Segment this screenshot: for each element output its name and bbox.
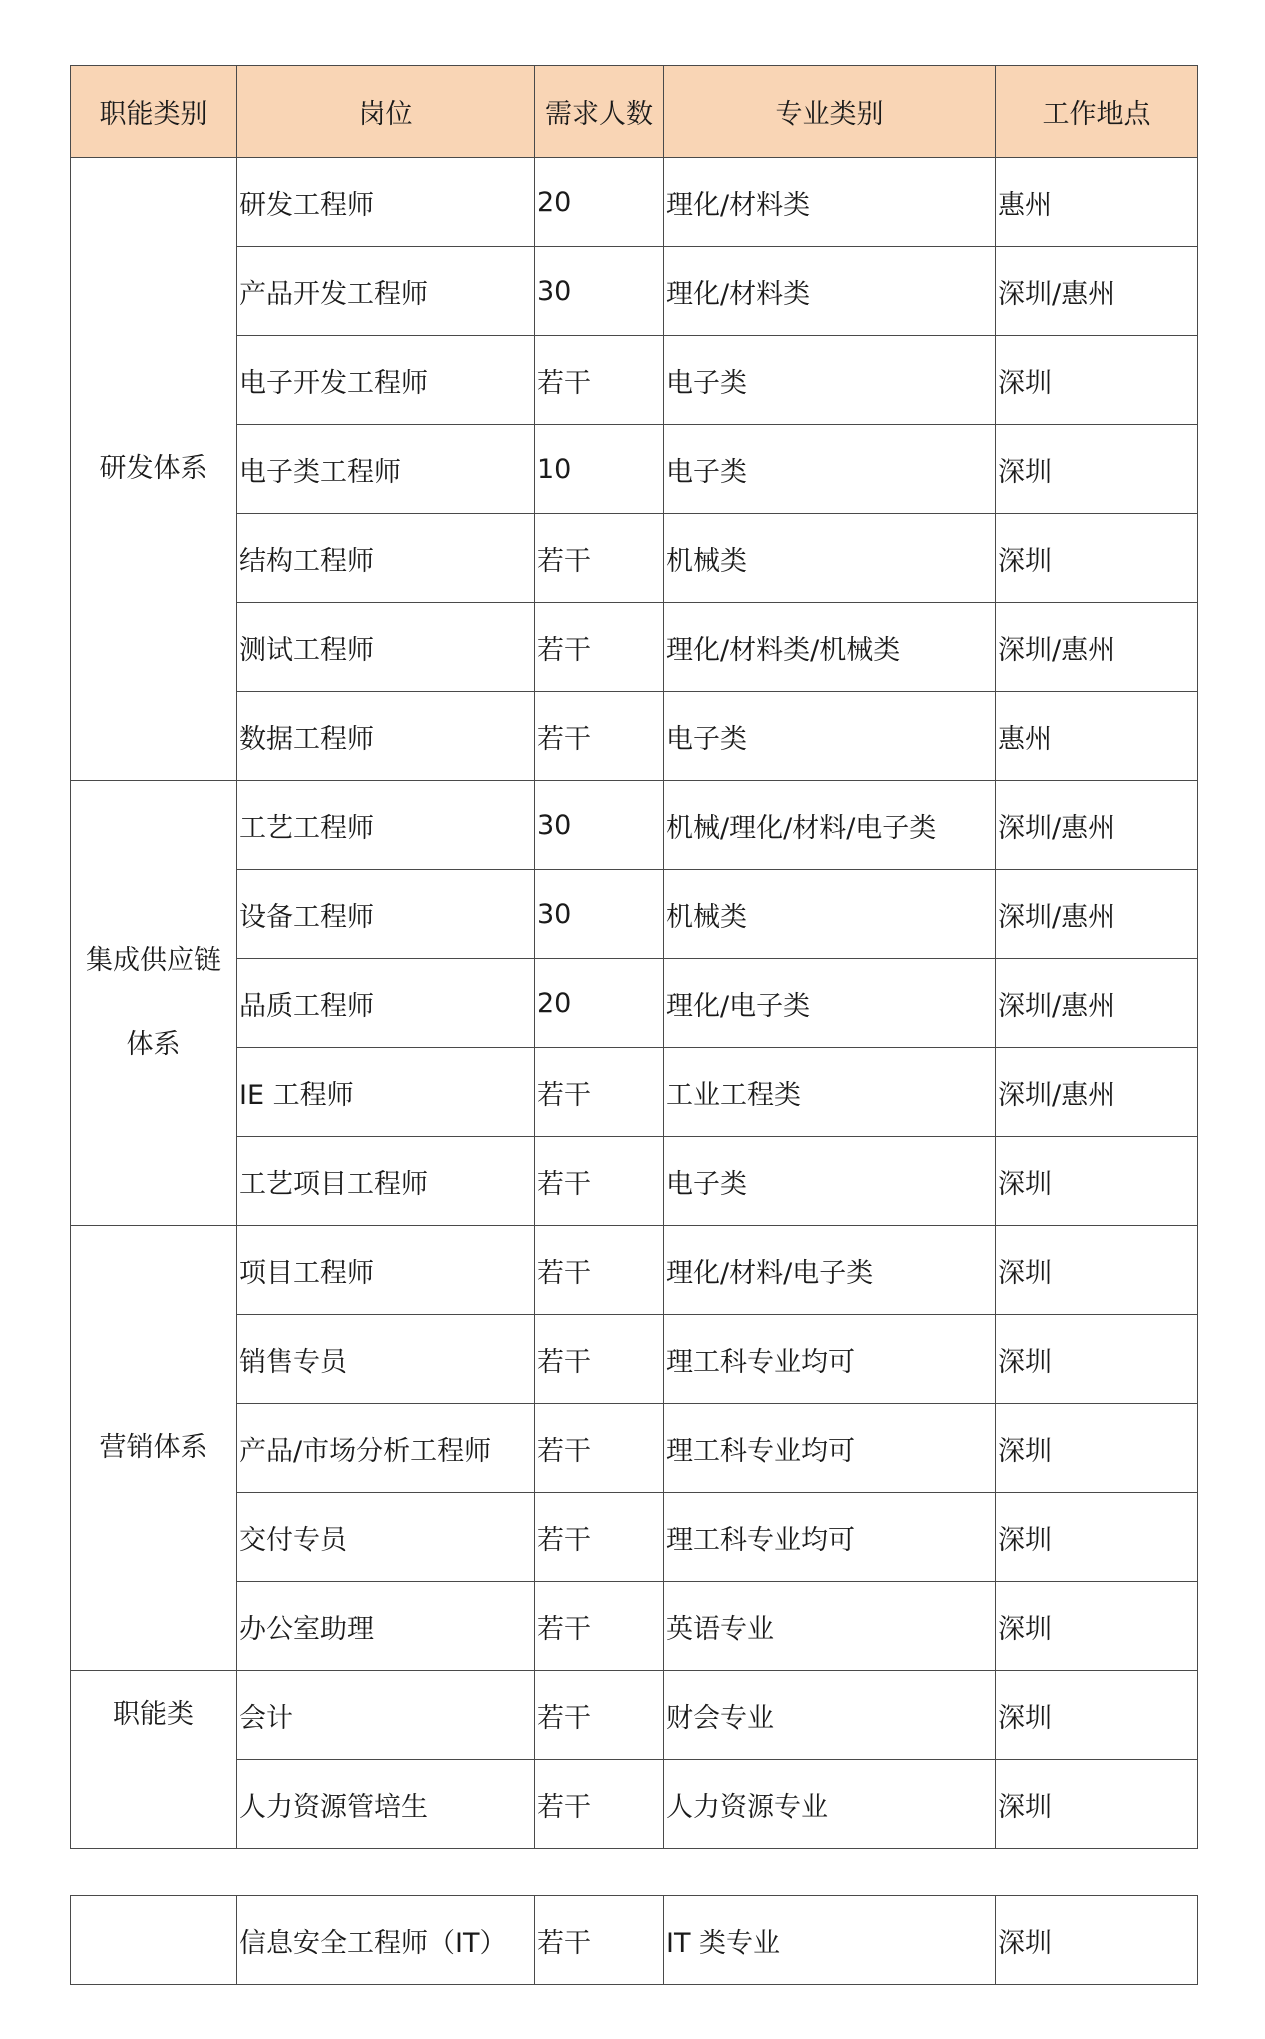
category-line: 集成供应链 (86, 945, 221, 976)
location-cell: 深圳/惠州 (996, 247, 1198, 336)
headcount-cell: 若干 (535, 1493, 664, 1582)
headcount-cell: 若干 (535, 1671, 664, 1760)
table-row (71, 1760, 1198, 1849)
location-cell: 惠州 (996, 158, 1198, 247)
headcount-cell: 若干 (535, 1315, 664, 1404)
location-cell: 惠州 (996, 692, 1198, 781)
extra-table (70, 1895, 1198, 1985)
position-cell: 销售专员 (237, 1315, 535, 1404)
major-cell: 电子类 (664, 1137, 996, 1226)
major-cell: 电子类 (664, 425, 996, 514)
location-cell: 深圳 (996, 1671, 1198, 1760)
headcount-cell: 若干 (535, 514, 664, 603)
headcount-cell: 20 (535, 158, 664, 247)
position-cell: 人力资源管培生 (237, 1760, 535, 1849)
recruitment-table (70, 65, 1198, 1849)
headcount-cell: 若干 (535, 336, 664, 425)
major-cell: 理化/材料/电子类 (664, 1226, 996, 1315)
major-cell: IT 类专业 (664, 1896, 996, 1985)
position-cell: 品质工程师 (237, 959, 535, 1048)
headcount-cell: 若干 (535, 1404, 664, 1493)
position-cell: 办公室助理 (237, 1582, 535, 1671)
table-row (71, 1404, 1198, 1493)
headcount-cell: 若干 (535, 1896, 664, 1985)
header-major: 专业类别 (664, 66, 996, 158)
table-header-row (71, 66, 1198, 158)
location-cell: 深圳/惠州 (996, 781, 1198, 870)
major-cell: 人力资源专业 (664, 1760, 996, 1849)
table-row (71, 959, 1198, 1048)
table-row (71, 514, 1198, 603)
position-cell: 数据工程师 (237, 692, 535, 781)
position-cell: 项目工程师 (237, 1226, 535, 1315)
location-cell: 深圳/惠州 (996, 870, 1198, 959)
major-cell: 理工科专业均可 (664, 1493, 996, 1582)
position-cell: 测试工程师 (237, 603, 535, 692)
table-row (71, 1896, 1198, 1985)
headcount-cell: 30 (535, 870, 664, 959)
header-location: 工作地点 (996, 66, 1198, 158)
location-cell: 深圳 (996, 1315, 1198, 1404)
category-cell: 研发体系 (71, 158, 237, 781)
position-cell: 电子开发工程师 (237, 336, 535, 425)
table-row (71, 1137, 1198, 1226)
category-cell (71, 781, 237, 1226)
location-cell: 深圳 (996, 1404, 1198, 1493)
major-cell: 机械类 (664, 514, 996, 603)
location-cell: 深圳/惠州 (996, 603, 1198, 692)
location-cell: 深圳 (996, 514, 1198, 603)
headcount-cell: 若干 (535, 1582, 664, 1671)
position-cell: 工艺工程师 (237, 781, 535, 870)
location-cell: 深圳/惠州 (996, 1048, 1198, 1137)
major-cell: 工业工程类 (664, 1048, 996, 1137)
header-category: 职能类别 (71, 66, 237, 158)
headcount-cell: 若干 (535, 1137, 664, 1226)
major-cell: 理工科专业均可 (664, 1404, 996, 1493)
headcount-cell: 若干 (535, 1226, 664, 1315)
position-cell: 会计 (237, 1671, 535, 1760)
headcount-cell: 若干 (535, 603, 664, 692)
major-cell: 理化/电子类 (664, 959, 996, 1048)
table-row (71, 1582, 1198, 1671)
table-row (71, 603, 1198, 692)
headcount-cell: 10 (535, 425, 664, 514)
headcount-cell: 20 (535, 959, 664, 1048)
position-cell: 产品/市场分析工程师 (237, 1404, 535, 1493)
header-headcount: 需求人数 (535, 66, 664, 158)
table-row (71, 870, 1198, 959)
location-cell: 深圳 (996, 336, 1198, 425)
position-cell: IE 工程师 (237, 1048, 535, 1137)
major-cell: 英语专业 (664, 1582, 996, 1671)
table-row (71, 1315, 1198, 1404)
location-cell: 深圳 (996, 1226, 1198, 1315)
position-cell: 工艺项目工程师 (237, 1137, 535, 1226)
category-cell (71, 1896, 237, 1985)
headcount-cell: 若干 (535, 692, 664, 781)
category-line: 体系 (126, 1029, 181, 1060)
headcount-cell: 若干 (535, 1760, 664, 1849)
category-cell: 营销体系 (71, 1226, 237, 1671)
table-row (71, 425, 1198, 514)
position-cell: 信息安全工程师（IT） (237, 1896, 535, 1985)
location-cell: 深圳/惠州 (996, 959, 1198, 1048)
table-row (71, 781, 1198, 870)
position-cell: 结构工程师 (237, 514, 535, 603)
major-cell: 财会专业 (664, 1671, 996, 1760)
location-cell: 深圳 (996, 425, 1198, 514)
major-cell: 电子类 (664, 336, 996, 425)
location-cell: 深圳 (996, 1493, 1198, 1582)
major-cell: 理化/材料类 (664, 158, 996, 247)
position-cell: 产品开发工程师 (237, 247, 535, 336)
table-row (71, 336, 1198, 425)
table-row (71, 1493, 1198, 1582)
major-cell: 机械/理化/材料/电子类 (664, 781, 996, 870)
location-cell: 深圳 (996, 1760, 1198, 1849)
table-row (71, 1671, 1198, 1760)
headcount-cell: 30 (535, 247, 664, 336)
table-row (71, 158, 1198, 247)
headcount-cell: 30 (535, 781, 664, 870)
position-cell: 研发工程师 (237, 158, 535, 247)
major-cell: 理工科专业均可 (664, 1315, 996, 1404)
position-cell: 设备工程师 (237, 870, 535, 959)
location-cell: 深圳 (996, 1582, 1198, 1671)
table-row (71, 1048, 1198, 1137)
position-cell: 交付专员 (237, 1493, 535, 1582)
location-cell: 深圳 (996, 1137, 1198, 1226)
table-row (71, 1226, 1198, 1315)
major-cell: 理化/材料类/机械类 (664, 603, 996, 692)
position-cell: 电子类工程师 (237, 425, 535, 514)
table-row (71, 692, 1198, 781)
location-cell: 深圳 (996, 1896, 1198, 1985)
major-cell: 机械类 (664, 870, 996, 959)
major-cell: 电子类 (664, 692, 996, 781)
headcount-cell: 若干 (535, 1048, 664, 1137)
table-row (71, 247, 1198, 336)
category-cell: 职能类 (71, 1671, 237, 1849)
major-cell: 理化/材料类 (664, 247, 996, 336)
header-position: 岗位 (237, 66, 535, 158)
